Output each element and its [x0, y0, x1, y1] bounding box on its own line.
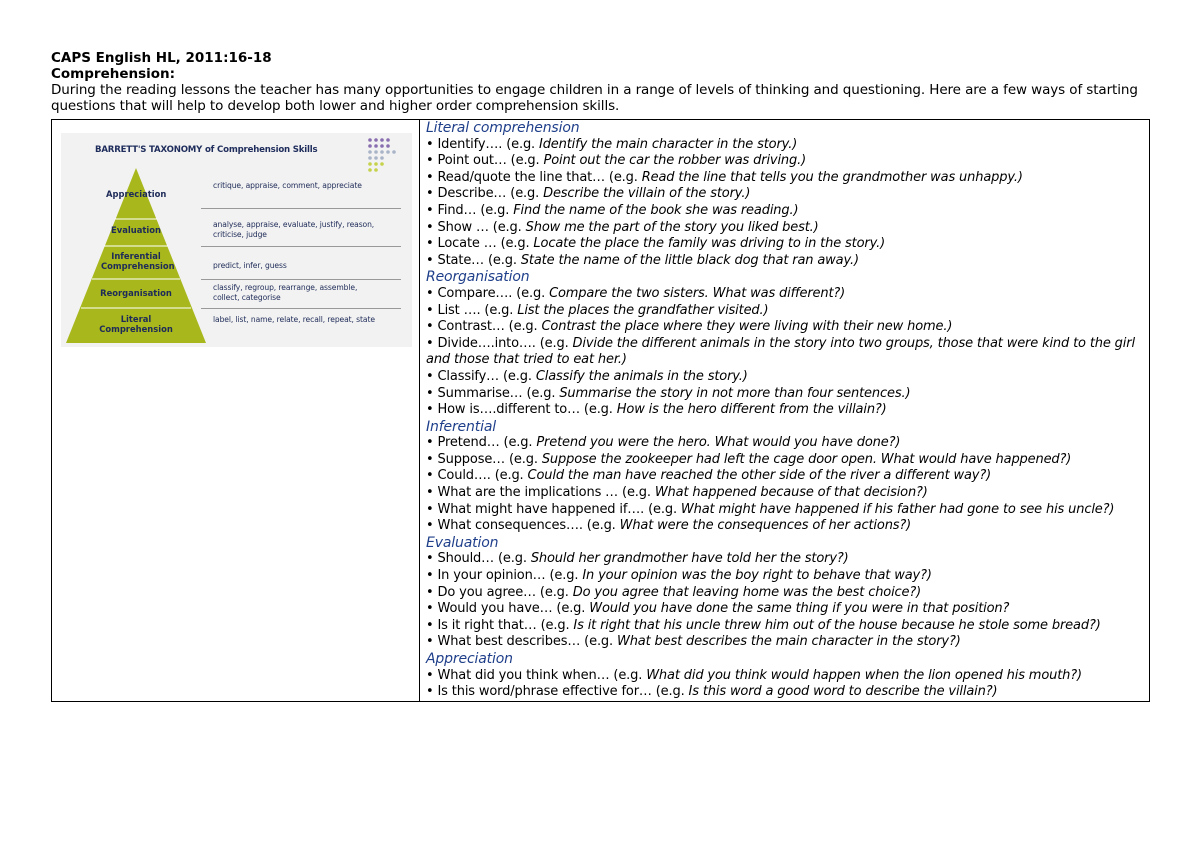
question-stem-item	[426, 236, 1149, 253]
stem-prompt: • What did you think when… (e.g.	[426, 667, 647, 683]
stem-example: What might have happened if his father had gone to see his uncle?)	[680, 501, 1115, 517]
question-stem-item	[426, 435, 1149, 452]
stem-example: Read the line that tells you the grandmother was unhappy.)	[641, 169, 1023, 185]
question-stem-item	[426, 303, 1149, 320]
stem-example: Divide the different animals in the story into two groups, those that were kind to the girl	[572, 335, 1135, 351]
stem-example: Could the man have reached the other side of the river a different way?)	[527, 468, 992, 484]
stem-prompt: • Could…. (e.g.	[426, 468, 528, 484]
question-stem-item	[426, 153, 1149, 170]
stem-example: What were the consequences of her actions?)	[619, 518, 912, 534]
question-stem-item	[426, 402, 1149, 419]
stem-prompt: • Divide….into…. (e.g.	[426, 335, 573, 351]
comprehension-table	[51, 119, 1150, 702]
stem-example: Would you have done the same thing if you were in that position?	[589, 601, 1010, 617]
stem-example: Show me the part of the story you liked best.)	[525, 219, 819, 235]
question-stem-item	[426, 585, 1149, 602]
stem-example: List the places the grandfather visited.)	[517, 302, 769, 318]
stem-prompt: • What are the implications … (e.g.	[426, 485, 655, 501]
question-stem-item	[426, 568, 1149, 585]
level-reorganisation-skills: classify, regroup, rearrange, assemble, collect, categorise	[213, 283, 358, 302]
question-stem-item	[426, 336, 1149, 353]
stem-prompt: • Show … (e.g.	[426, 219, 526, 235]
stem-example: What happened because of that decision?)	[654, 485, 928, 501]
level-inferential: Inferential Comprehension	[101, 251, 175, 271]
stem-prompt: • Compare…. (e.g.	[426, 285, 550, 301]
stem-prompt: • Pretend… (e.g.	[426, 435, 537, 451]
stem-prompt: • Summarise… (e.g.	[426, 385, 560, 401]
stem-prompt: • Would you have… (e.g.	[426, 601, 590, 617]
stem-prompt: • What consequences…. (e.g.	[426, 518, 620, 534]
stem-prompt: • Is it right that… (e.g.	[426, 617, 574, 633]
document-title: CAPS English HL, 2011:16-18	[51, 50, 272, 66]
stem-prompt: • State… (e.g.	[426, 252, 521, 268]
section-heading: Appreciation	[426, 651, 513, 667]
taxonomy-cell	[52, 120, 420, 702]
question-stem-item	[426, 352, 1149, 369]
stem-example: Locate the place the family was driving to in the story.)	[533, 236, 886, 252]
stem-example: Describe the villain of the story.)	[543, 186, 751, 202]
question-stems-list	[426, 120, 1149, 701]
document-header	[51, 50, 1151, 114]
stem-prompt: • What best describes… (e.g.	[426, 634, 617, 650]
question-stem-item	[426, 319, 1149, 336]
stem-prompt: • Is this word/phrase effective for… (e.g.	[426, 684, 689, 700]
stem-example: State the name of the little black dog that ran away.)	[520, 252, 859, 268]
stem-example: In your opinion was the boy right to behave that way?)	[582, 568, 932, 584]
stem-prompt: • Locate … (e.g.	[426, 236, 534, 252]
question-stem-item	[426, 551, 1149, 568]
level-appreciation: Appreciation	[106, 189, 167, 199]
stem-example: Is this word a good word to describe the villain?)	[688, 684, 998, 700]
question-stem-item	[426, 485, 1149, 502]
section-heading: Reorganisation	[426, 269, 530, 286]
question-stem-item	[426, 634, 1149, 651]
stem-prompt: • What might have happened if…. (e.g.	[426, 501, 681, 517]
stem-prompt: • Identify…. (e.g.	[426, 136, 540, 152]
stem-example: What best describes the main character in the story?)	[617, 634, 961, 650]
barrett-taxonomy-figure	[61, 133, 412, 347]
level-evaluation-skills: analyse, appraise, evaluate, justify, reason, criticise, judge	[213, 220, 375, 239]
stem-example: Find the name of the book she was reading.)	[513, 202, 799, 218]
stem-example: What did you think would happen when the lion opened his mouth?)	[646, 667, 1082, 683]
taxonomy-title: BARRETT'S TAXONOMY of Comprehension Skills	[95, 145, 318, 155]
stem-example: How is the hero different from the villain?)	[616, 402, 887, 418]
stem-prompt: • Find… (e.g.	[426, 202, 514, 218]
stem-example: Do you agree that leaving home was the best choice?)	[572, 584, 922, 600]
question-stem-item	[426, 684, 1149, 701]
stem-prompt: • Suppose… (e.g.	[426, 451, 542, 467]
level-literal: Literal Comprehension	[99, 314, 173, 334]
question-stem-item	[426, 170, 1149, 187]
stem-example: Pretend you were the hero. What would you have done?)	[536, 435, 901, 451]
question-stem-item	[426, 502, 1149, 519]
section-heading: Literal comprehension	[426, 120, 580, 136]
stem-example: Is it right that his uncle threw him out of the house because he stole some bread?)	[573, 617, 1101, 633]
question-stem-item	[426, 668, 1149, 685]
question-stem-item	[426, 618, 1149, 635]
stem-example: Identify the main character in the story.)	[539, 136, 798, 152]
stem-example: Contrast the place where they were living with their new home.)	[541, 319, 953, 335]
question-stem-item	[426, 253, 1149, 270]
question-stem-item	[426, 468, 1149, 485]
stem-prompt: • Classify… (e.g.	[426, 368, 536, 384]
stem-example: Classify the animals in the story.)	[535, 368, 748, 384]
question-stem-item	[426, 220, 1149, 237]
stem-example: Suppose the zookeeper had left the cage door open. What would have happened?)	[541, 451, 1072, 467]
stem-prompt: • Describe… (e.g.	[426, 186, 544, 202]
stem-prompt: • Read/quote the line that… (e.g.	[426, 169, 642, 185]
question-stem-item	[426, 518, 1149, 535]
question-stem-item	[426, 137, 1149, 154]
question-stems-cell	[420, 120, 1150, 702]
level-literal-skills: label, list, name, relate, recall, repeat, state	[213, 315, 375, 324]
section-heading: Inferential	[426, 418, 496, 435]
level-appreciation-skills: critique, appraise, comment, appreciate	[213, 181, 362, 190]
stem-prompt: • Should… (e.g.	[426, 551, 531, 567]
question-stem-item	[426, 186, 1149, 203]
stem-example: and those that tried to eat her.)	[426, 352, 627, 368]
stem-prompt: • Contrast… (e.g.	[426, 319, 542, 335]
intro-paragraph: During the reading lessons the teacher has many opportunities to engage children in a range of levels of thinking and questioning. Here are a few ways of starting questions that will help to develop both lower and higher order comprehension skills.	[51, 82, 1138, 114]
question-stem-item	[426, 286, 1149, 303]
stem-example: Summarise the story in not more than four sentences.)	[559, 385, 911, 401]
stem-prompt: • Do you agree… (e.g.	[426, 584, 573, 600]
level-evaluation: Evaluation	[111, 225, 161, 235]
stem-prompt: • Point out… (e.g.	[426, 153, 544, 169]
question-stem-item	[426, 601, 1149, 618]
question-stem-item	[426, 452, 1149, 469]
section-heading: Evaluation	[426, 534, 499, 551]
stem-prompt: • In your opinion… (e.g.	[426, 568, 583, 584]
stem-prompt: • List …. (e.g.	[426, 302, 518, 318]
question-stem-item	[426, 203, 1149, 220]
level-reorganisation: Reorganisation	[100, 288, 172, 298]
stem-prompt: • How is….different to… (e.g.	[426, 402, 617, 418]
question-stem-item	[426, 386, 1149, 403]
stem-example: Should her grandmother have told her the story?)	[530, 551, 849, 567]
question-stem-item	[426, 369, 1149, 386]
stem-example: Point out the car the robber was driving.)	[543, 153, 807, 169]
level-inferential-skills: predict, infer, guess	[213, 261, 287, 270]
section-label: Comprehension:	[51, 66, 176, 82]
stem-example: Compare the two sisters. What was different?)	[549, 285, 846, 301]
